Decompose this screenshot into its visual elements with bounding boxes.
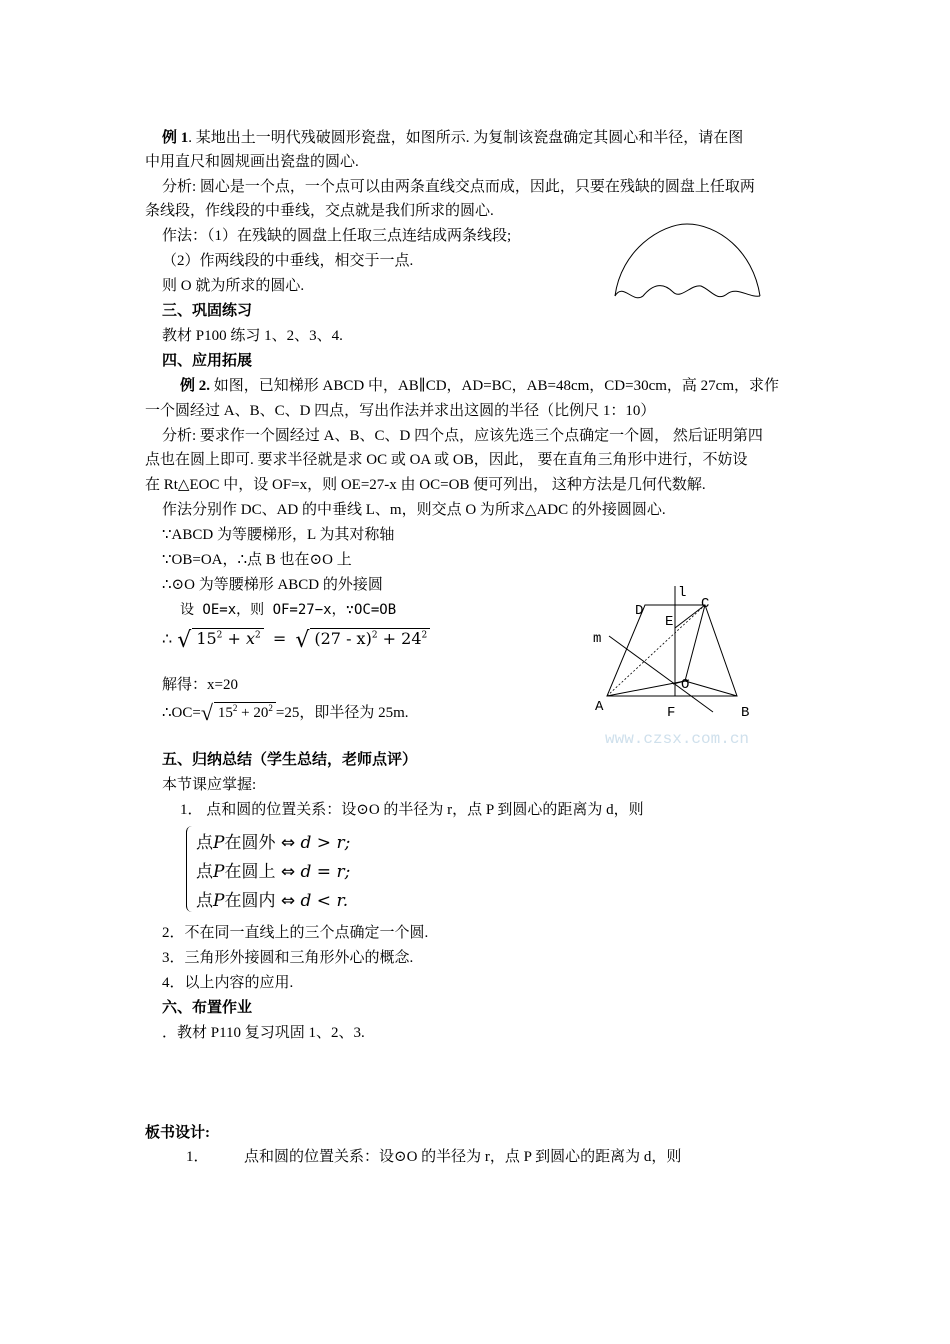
therefore-symbol: ∴ [162,629,173,648]
sqrt-icon: √ [177,628,192,653]
oc-radicand: $15^2 + 20^2$ [214,702,276,722]
board-item1-text: 点和圆的位置关系：设⊙O 的半径为 r，点 P 到圆心的距离为 d，则 [244,1149,682,1165]
oc-result-line: ∴OC=√ $15^2 + 20^2 =25$，即半径为 25m. [162,700,409,725]
example2-label: 例 2. [180,378,211,394]
case-outside: 点P在圆外 ⇔ d > r; [196,833,351,853]
method1-step2: （2）作两线段的中垂线，相交于一点. [162,253,414,269]
example2-line2: 一个圆经过 A、B、C、D 四点，写出作法并求出这圆的半径（比例尺 1：10） [145,403,656,419]
segment-oa [607,681,685,696]
section3-heading: 三、巩固练习 [162,303,253,319]
segment-oc [685,605,705,681]
cases-brace [186,826,195,912]
sqrt-icon: √ [295,628,310,653]
broken-plate-figure [605,210,765,310]
plate-broken-edge [615,286,760,298]
construction-line2: ∵ABCD 为等腰梯形，L 为其对称轴 [162,527,395,543]
equation-radius: ∴ √ $15^2 + x^2$ = √ $(27 - x)^2 + 24^2$ [162,628,430,653]
analysis2-line2: 点也在圆上即可. 要求半径就是求 OC 或 OA 或 OB，因此， 要在直角三角形中进行，不妨设 [145,452,748,468]
construction-line1: 作法分别作 DC、AD 的中垂线 L、m，则交点 O 为所求△ADC 的外接圆圆心. [162,502,666,518]
label-d: D [635,603,644,619]
analysis1-line2: 条线段，作线段的中垂线，交点就是我们所求的圆心. [145,203,494,219]
section6-heading: 六、布置作业 [162,1000,253,1016]
label-o: O [681,677,690,693]
trapezoid-figure [585,578,775,748]
method1-conclusion: 则 O 就为所求的圆心. [162,278,305,294]
board-design-heading: 板书设计: [145,1125,210,1141]
example1-label: 例 1 [162,130,189,146]
board-item1-number: 1． [186,1149,209,1165]
construction-line4: ∴⊙O 为等腰梯形 ABCD 的外接圆 [162,577,383,593]
equation-right-radicand: $(27 - x)^2 + 24^2$ [310,628,430,648]
summary-item3: 3．三角形外接圆和三角形外心的概念. [162,950,414,966]
homework-line: ．教材 P110 复习巩固 1、2、3. [162,1025,365,1041]
analysis2-line3: 在 Rt△EOC 中，设 OF=x，则 OE=27-x 由 OC=OB 便可列出， 这种方法是几何代数解. [145,477,706,493]
case-inside: 点P在圆内 ⇔ d < r. [196,891,349,911]
summary-item1: 1． 点和圆的位置关系：设⊙O 的半径为 r，点 P 到圆心的距离为 d，则 [180,802,644,818]
label-m: m [593,631,602,647]
segment-ob [685,681,737,696]
equation-left-radicand: $15^2 + x^2$ [192,628,263,648]
method1-step1: 作法：（1）在残缺的圆盘上任取三点连结成两条线段; [162,228,512,244]
analysis1-line1: 分析: 圆心是一个点，一个点可以由两条直线交点而成，因此，只要在残缺的圆盘上任取两 [162,179,755,195]
example1-line1: 例 1. 某地出土一明代残破圆形瓷盘，如图所示. 为复制该瓷盘确定其圆心和半径，请在图 [162,130,744,146]
construction-line3: ∵OB=OA，∴点 B 也在⊙O 上 [162,552,352,568]
construction-line5: 设 OE=x，则 OF=27−x，∵OC=OB [180,602,397,618]
example2-line1: 例 2. 如图，已知梯形 ABCD 中，AB∥CD，AD=BC，AB=48cm，CD=30cm，高 27cm，求作 [180,378,779,394]
analysis2-line1: 分析: 要求作一个圆经过 A、B、C、D 四个点，应该先选三个点确定一个圆， 然后证明第四 [162,428,763,444]
label-e: E [665,614,674,630]
solution-line: 解得：x=20 [162,677,238,693]
case-on: 点P在圆上 ⇔ d = r; [196,862,351,882]
summary-item2: 2．不在同一直线上的三个点确定一个圆. [162,925,429,941]
section5-heading: 五、归纳总结（学生总结，老师点评） [162,752,418,768]
perpendicular-bisector-m [609,636,713,712]
plate-arc [615,224,760,296]
sqrt-icon: √ [200,700,213,725]
section4-heading: 四、应用拓展 [162,353,253,369]
label-a: A [595,699,604,715]
practice-line: 教材 P100 练习 1、2、3、4. [162,328,343,344]
label-b: B [741,705,750,721]
label-l: l [678,585,687,601]
label-f: F [667,705,676,721]
summary-item4: 4．以上内容的应用. [162,975,294,991]
grasp-line: 本节课应掌握: [162,777,257,793]
label-c: C [701,596,710,612]
watermark: www.czsx.com.cn [605,730,750,748]
example1-line2: 中用直尺和圆规画出瓷盘的圆心. [145,154,359,170]
